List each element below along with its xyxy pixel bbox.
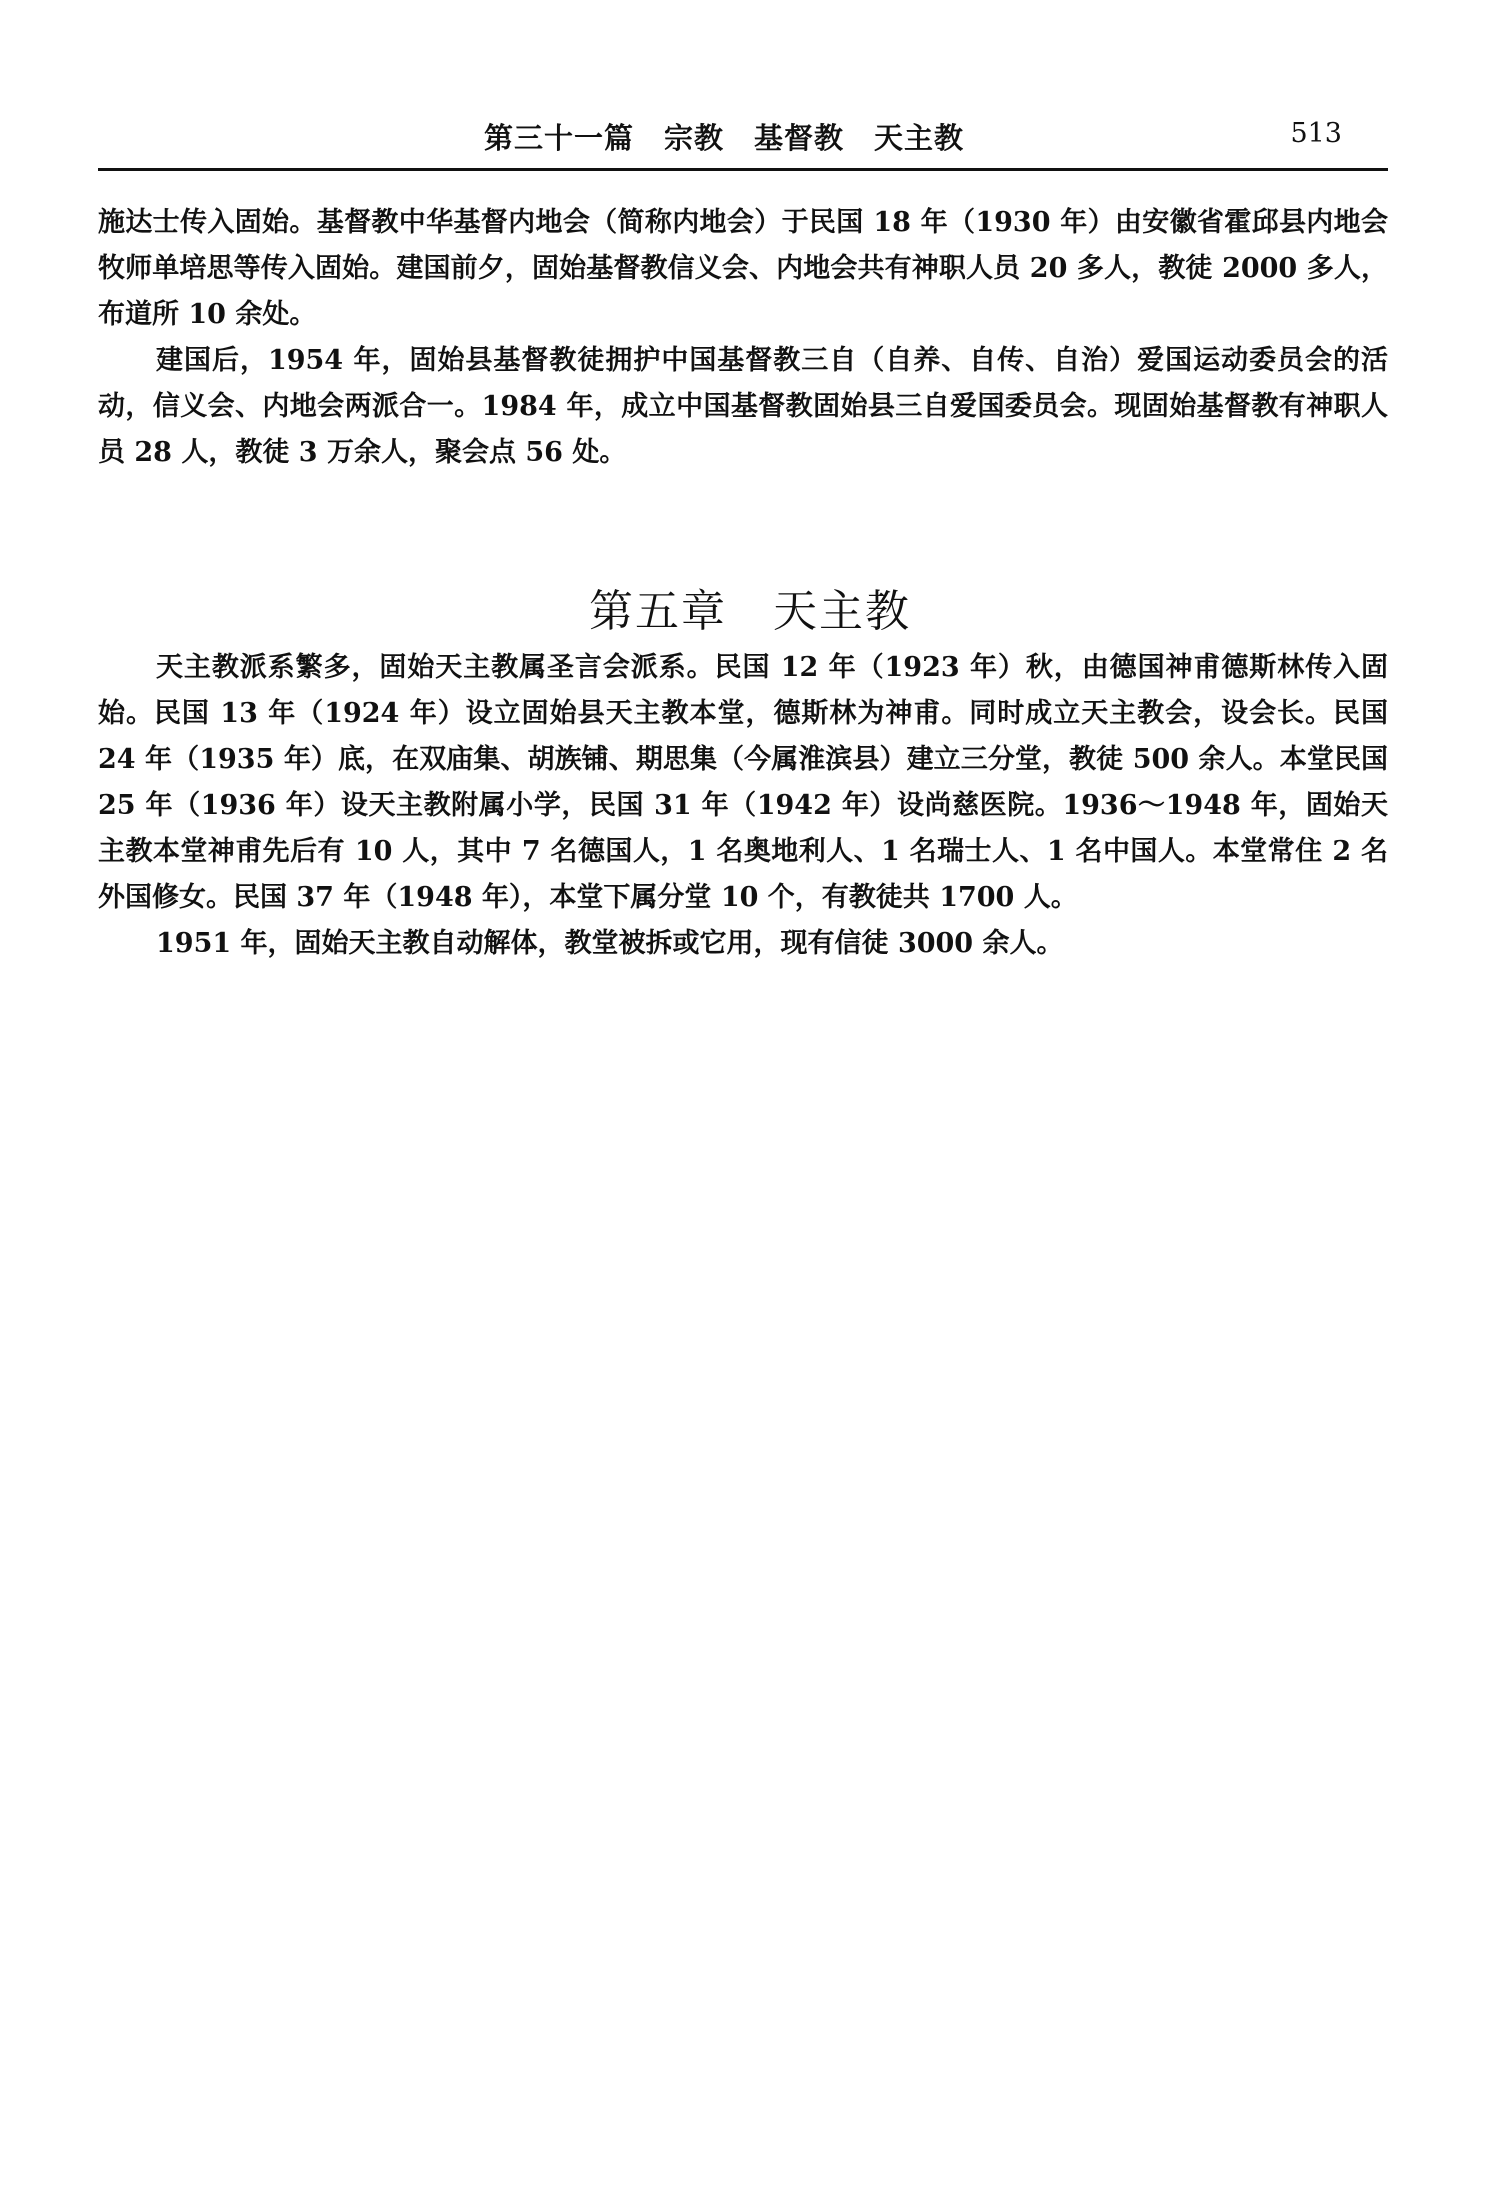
paragraph: 1951 年，固始天主教自动解体，教堂被拆或它用，现有信徒 3000 余人。 xyxy=(156,928,1064,959)
chapter-title: 第五章 天主教 xyxy=(589,585,911,637)
paragraph-continuation: 施达士传入固始。基督教中华基督内地会（简称内地会）于民国 18 年（1930 年）由安徽省霍邱县内地会牧师单培思等传入固始。建国前夕，固始基督教信义会、内地会共有神职人员 20 多人，教徒 2000 多人，布道所 10 余处。 xyxy=(98,207,1388,330)
catholicism-chapter-text xyxy=(98,645,1388,967)
paragraph: 天主教派系繁多，固始天主教属圣言会派系。民国 12 年（1923 年）秋，由德国神甫德斯林传入固始。民国 13 年（1924 年）设立固始县天主教本堂，德斯林为神甫。同时成立天主教会，设会长。民国 24 年（1935 年）底，在双庙集、胡族铺、期思集（今属淮滨县）建立三分堂，教徒 500 余人。本堂民国 25 年（1936 年）设天主教附属小学，民国 31 年（1942 年）设尚慈医院。1936～1948 年，固始天主教本堂神甫先后有 10 人，其中 7 名德国人，1 名奥地利人、1 名瑞士人、1 名中国人。本堂常住 2 名外国修女。民国 37 年（1948 年），本堂下属分堂 10 个，有教徒共 1700 人。 xyxy=(98,652,1388,913)
page-number: 513 xyxy=(1290,118,1342,149)
christianity-section-text xyxy=(98,200,1388,476)
running-header xyxy=(98,112,1388,160)
paragraph: 建国后，1954 年，固始县基督教徒拥护中国基督教三自（自养、自传、自治）爱国运动委员会的活动，信义会、内地会两派合一。1984 年，成立中国基督教固始县三自爱国委员会。现固始基督教有神职人员 28 人，教徒 3 万余人，聚会点 56 处。 xyxy=(98,345,1388,468)
running-title: 第三十一篇 宗教 基督教 天主教 xyxy=(484,121,965,155)
header-rule xyxy=(98,168,1388,171)
